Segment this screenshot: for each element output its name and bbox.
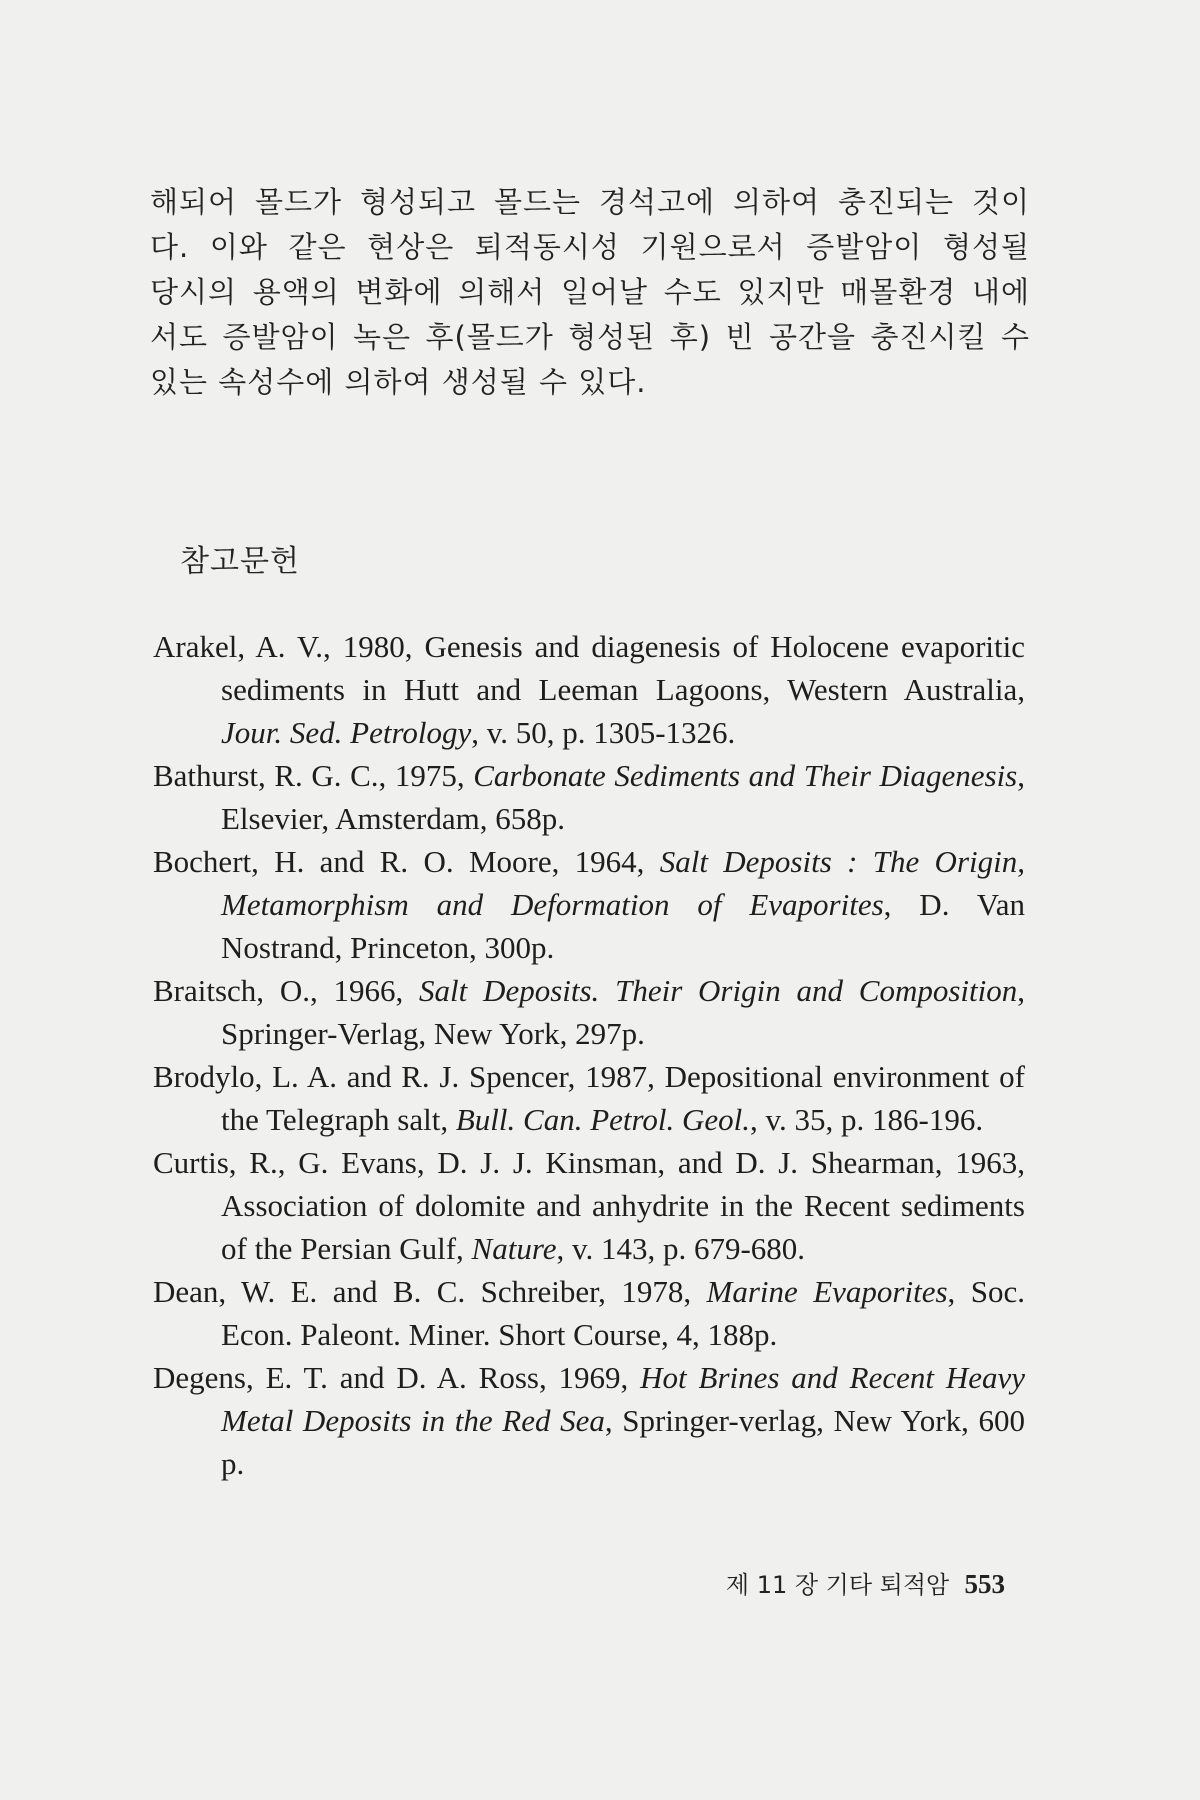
reference-source: Hot Brines and Recent Heavy Metal Deposits in the Red Sea: [221, 1360, 1026, 1438]
reference-text: Dean, W. E. and B. C. Schreiber, 1978,: [153, 1274, 707, 1309]
reference-details: , Soc. Econ. Paleont. Miner. Short Course, 4, 188p.: [221, 1274, 1025, 1352]
reference-details: , Springer-Verlag, New York, 297p.: [221, 973, 1025, 1051]
reference-entry: [153, 1356, 1025, 1485]
reference-text: Degens, E. T. and D. A. Ross, 1969,: [153, 1360, 641, 1395]
reference-source: Jour. Sed. Petrology: [221, 715, 472, 750]
reference-source: Carbonate Sediments and Their Diagenesis: [473, 758, 1018, 793]
reference-text: Brodylo, L. A. and R. J. Spencer, 1987, Depositional environment of the Telegraph salt,: [153, 1059, 1025, 1137]
reference-source: Bull. Can. Petrol. Geol.: [455, 1102, 751, 1137]
reference-source: Salt Deposits. Their Origin and Composition: [419, 973, 1018, 1008]
body-line: 서도 증발암이 녹은 후(몰드가 형성된 후) 빈 공간을 충진시킬 수: [150, 320, 1030, 354]
body-line: 다. 이와 같은 현상은 퇴적동시성 기원으로서 증발암이 형성될: [150, 230, 1030, 264]
reference-entry: [153, 1270, 1025, 1356]
reference-details: , v. 50, p. 1305-1326.: [471, 715, 736, 750]
reference-details: , Springer-verlag, New York, 600 p.: [221, 1403, 1025, 1481]
reference-list: [153, 625, 1025, 1485]
reference-text: Curtis, R., G. Evans, D. J. J. Kinsman, and D. J. Shearman, 1963, Association of dolomite and anhydrite in the Recent sediments of the Persian Gulf,: [153, 1145, 1025, 1266]
reference-entry: [153, 1055, 1025, 1141]
reference-source: Marine Evaporites: [706, 1274, 948, 1309]
page-number: 553: [964, 1569, 1005, 1599]
reference-details: , v. 143, p. 679-680.: [556, 1231, 806, 1266]
reference-source: Nature: [471, 1231, 557, 1266]
reference-text: Bathurst, R. G. C., 1975,: [153, 758, 474, 793]
reference-source: Salt Deposits : The Origin, Metamorphism and Deformation of Evaporites: [221, 844, 1025, 922]
reference-entry: [153, 625, 1025, 754]
reference-text: Arakel, A. V., 1980, Genesis and diagenesis of Holocene evaporitic sediments in Hutt and Leeman Lagoons, Western Australia,: [153, 629, 1025, 707]
reference-details: , Elsevier, Amsterdam, 658p.: [221, 758, 1025, 836]
reference-entry: [153, 1141, 1025, 1270]
reference-details: , v. 35, p. 186-196.: [750, 1102, 984, 1137]
body-line: 당시의 용액의 변화에 의해서 일어날 수도 있지만 매몰환경 내에: [150, 275, 1030, 309]
body-paragraph: [150, 180, 1030, 405]
references-heading: 참고문헌: [180, 544, 300, 579]
page-footer: [726, 1565, 1005, 1600]
reference-text: Bochert, H. and R. O. Moore, 1964,: [153, 844, 660, 879]
body-line: 해되어 몰드가 형성되고 몰드는 경석고에 의하여 충진되는 것이: [150, 185, 1030, 219]
reference-entry: [153, 754, 1025, 840]
body-line: 있는 속성수에 의하여 생성될 수 있다.: [150, 365, 647, 399]
reference-details: , D. Van Nostrand, Princeton, 300p.: [221, 887, 1025, 965]
reference-entry: [153, 969, 1025, 1055]
chapter-label: 제 11 장 기타 퇴적암: [725, 1571, 950, 1599]
reference-entry: [153, 840, 1025, 969]
reference-text: Braitsch, O., 1966,: [153, 973, 420, 1008]
